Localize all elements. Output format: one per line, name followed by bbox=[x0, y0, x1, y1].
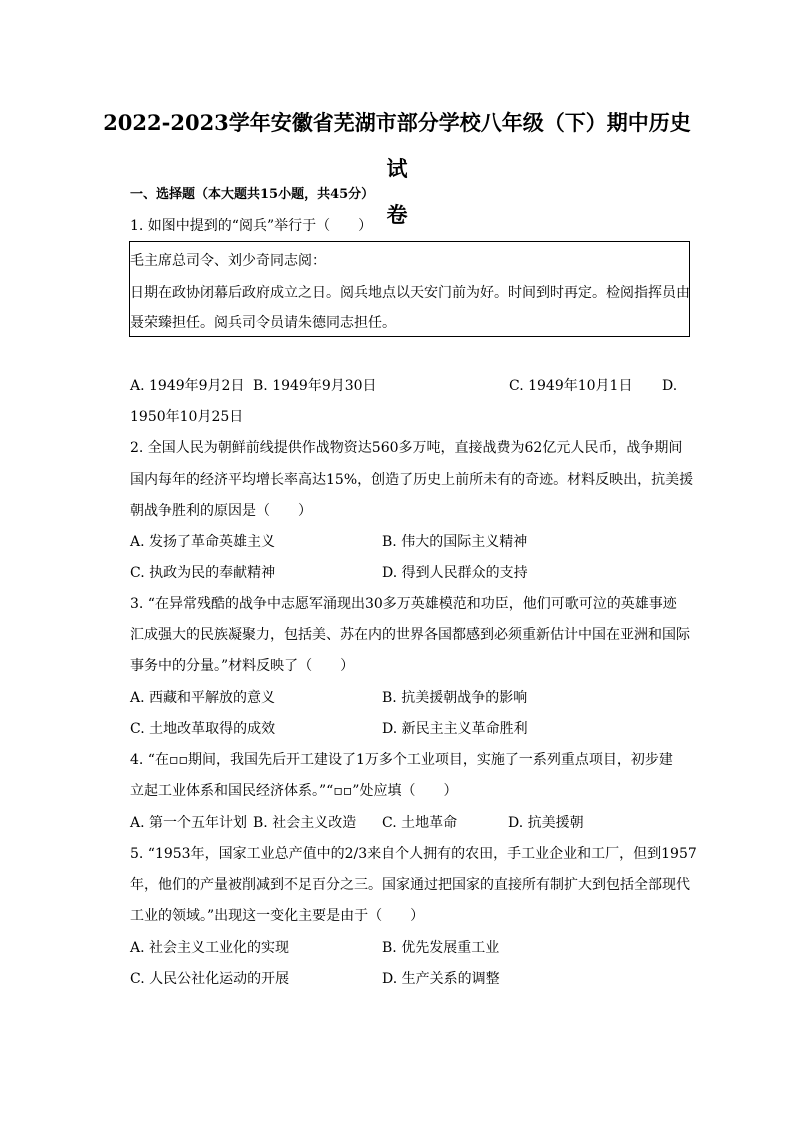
question-3-line-1: 3. “在异常残酷的战争中志愿军涌现出30多万英雄模范和功臣，他们可歌可泣的英雄事迹 bbox=[130, 596, 677, 612]
question-5-line-1: 5. “1953年，国家工业总产值中的2/3来自个人拥有的农田，手工业企业和工厂，但到1957 bbox=[130, 846, 697, 862]
title-line-2: 卷 bbox=[386, 202, 408, 227]
title-line-1: 2022-2023学年安徽省芜湖市部分学校八年级（下）期中历史试 bbox=[103, 110, 691, 181]
q1-option-d-label: D. bbox=[662, 378, 678, 394]
q1-option-d-value: 1950年10月25日 bbox=[130, 409, 244, 425]
question-4-line-1: 4. “在▫▫期间，我国先后开工建设了1万多个工业项目，实施了一系列重点项目，初步建 bbox=[130, 752, 673, 768]
q5-option-b: B. 优先发展重工业 bbox=[382, 940, 500, 956]
question-2-line-2: 国内每年的经济平均增长率高达15%，创造了历史上前所未有的奇迹。材料反映出，抗美援 bbox=[130, 472, 694, 488]
q4-option-c: C. 土地革命 bbox=[382, 815, 458, 831]
q2-option-a: A. 发扬了革命英雄主义 bbox=[130, 534, 276, 550]
question-4-line-2: 立起工业体系和国民经济体系。”“▫▫”处应填（ ） bbox=[130, 783, 458, 799]
question-5-line-3: 工业的领域。”出现这一变化主要是由于（ ） bbox=[130, 908, 425, 924]
question-1-stem: 1. 如图中提到的“阅兵”举行于（ ） bbox=[130, 218, 373, 234]
question-2-line-1: 2. 全国人民为朝鲜前线提供作战物资达560多万吨，直接战费为62亿元人民币，战争期间 bbox=[130, 440, 683, 456]
q5-option-d: D. 生产关系的调整 bbox=[382, 971, 500, 987]
q4-option-b: B. 社会主义改造 bbox=[253, 815, 357, 831]
material-line-2: 日期在政协闭幕后政府成立之日。阅兵地点以天安门前为好。时间到时再定。检阅指挥员由 bbox=[130, 285, 690, 301]
question-3-line-3: 事务中的分量。”材料反映了（ ） bbox=[130, 658, 355, 674]
q1-option-a: A. 1949年9月2日 bbox=[130, 378, 245, 394]
question-2-line-3: 朝战争胜利的原因是（ ） bbox=[130, 503, 312, 519]
q3-option-d: D. 新民主主义革命胜利 bbox=[382, 721, 528, 737]
section-heading: 一、选择题（本大题共15小题，共45分） bbox=[130, 187, 375, 202]
q3-option-a: A. 西藏和平解放的意义 bbox=[130, 690, 276, 706]
q1-option-c: C. 1949年10月1日 bbox=[509, 378, 633, 394]
q5-option-a: A. 社会主义工业化的实现 bbox=[130, 940, 290, 956]
q2-option-d: D. 得到人民群众的支持 bbox=[382, 565, 528, 581]
q2-option-c: C. 执政为民的奉献精神 bbox=[130, 565, 276, 581]
q2-option-b: B. 伟大的国际主义精神 bbox=[382, 534, 528, 550]
q3-option-b: B. 抗美援朝战争的影响 bbox=[382, 690, 528, 706]
q4-option-d: D. 抗美援朝 bbox=[508, 815, 584, 831]
question-1-material-box bbox=[129, 241, 690, 337]
question-3-line-2: 汇成强大的民族凝聚力，包括美、苏在内的世界各国都感到必须重新估计中国在亚洲和国际 bbox=[130, 627, 690, 643]
material-line-1: 毛主席总司令、刘少奇同志阅： bbox=[130, 253, 326, 269]
q4-option-a: A. 第一个五年计划 bbox=[130, 815, 248, 831]
q1-option-b: B. 1949年9月30日 bbox=[253, 378, 377, 394]
question-5-line-2: 年，他们的产量被削减到不足百分之三。国家通过把国家的直接所有制扩大到包括全部现代 bbox=[130, 877, 690, 893]
material-line-3: 聂荣臻担任。阅兵司令员请朱德同志担任。 bbox=[130, 315, 396, 331]
q5-option-c: C. 人民公社化运动的开展 bbox=[130, 971, 290, 987]
q3-option-c: C. 土地改革取得的成效 bbox=[130, 721, 276, 737]
